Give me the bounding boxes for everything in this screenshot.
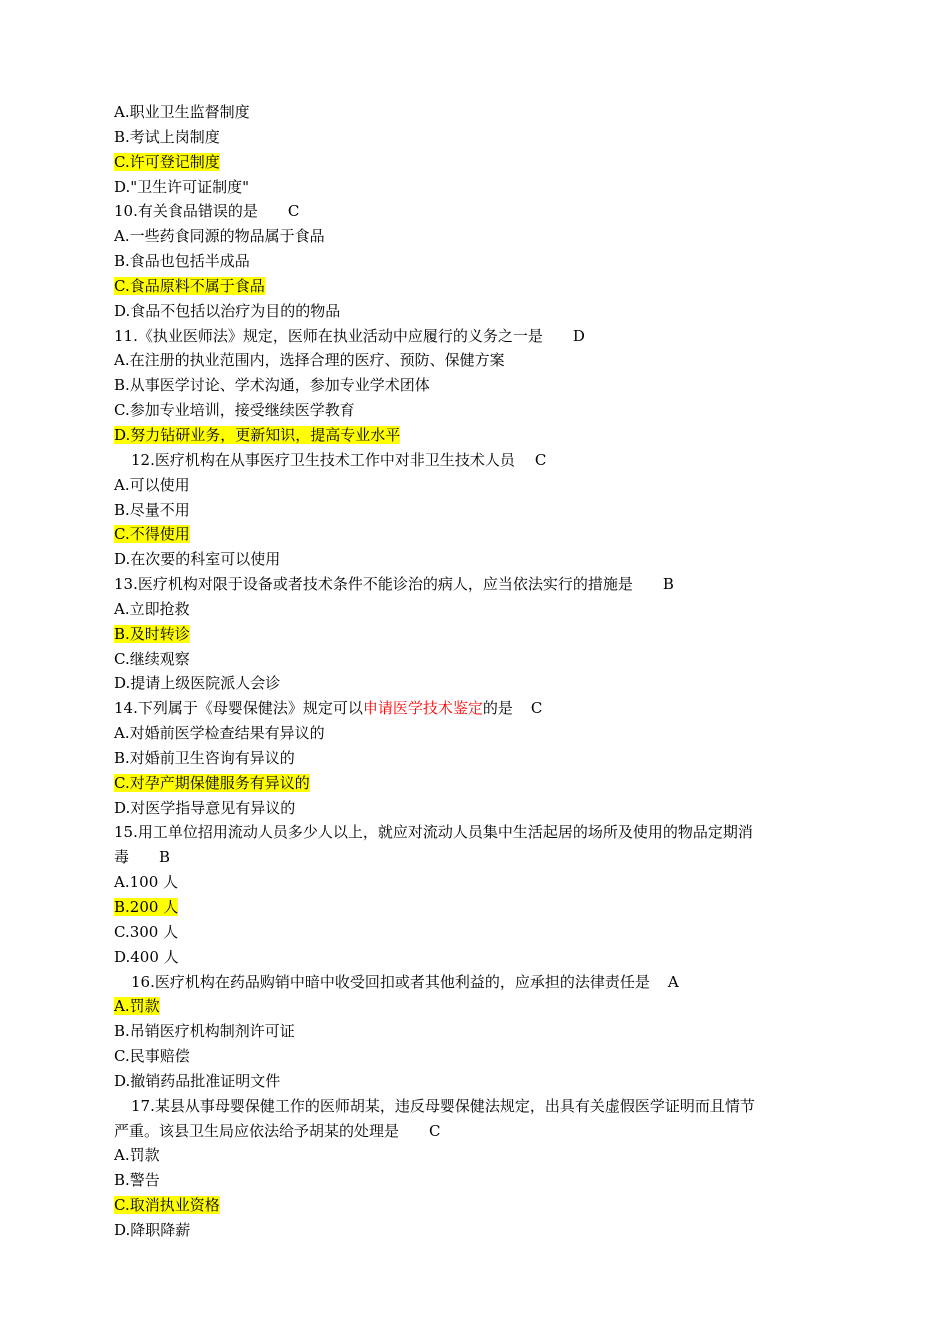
- q10-answer: C: [287, 202, 300, 221]
- q14-option-c: [114, 771, 834, 796]
- q10-option-b: B.食品也包括半成品: [114, 252, 250, 271]
- q14-question: [114, 696, 834, 721]
- q14-option-b: B.对婚前卫生咨询有异议的: [114, 748, 295, 767]
- q13-question: [114, 572, 834, 597]
- q14-option-c-highlighted: C.对孕产期保健服务有异议的: [114, 773, 310, 792]
- q10-option-a: A.一些药食同源的物品属于食品: [114, 227, 325, 246]
- q15-question-line2-text: 毒: [114, 848, 130, 867]
- q13-option-d: D.提请上级医院派人会诊: [114, 674, 281, 693]
- q16-question-text: 16.医疗机构在药品购销中暗中收受回扣或者其他利益的，应承担的法律责任是: [131, 972, 650, 991]
- q17-answer: C: [429, 1121, 441, 1140]
- q11-option-d: [114, 423, 834, 448]
- q11-answer: D: [572, 326, 585, 345]
- q12-answer: C: [534, 450, 547, 469]
- q15-question-line2: [114, 845, 834, 870]
- q11-question: [114, 324, 834, 349]
- q15-answer: B: [159, 848, 171, 867]
- q14-question-emphasis: 申请医学技术鉴定: [362, 699, 483, 718]
- q17-question-line2: [114, 1119, 834, 1144]
- q12-question-text: 12.医疗机构在从事医疗卫生技术工作中对非卫生技术人员: [131, 450, 515, 469]
- q16-question: [114, 970, 834, 995]
- q17-question-line1: 17.某县从事母婴保健工作的医师胡某，违反母婴保健法规定，出具有关虚假医学证明而且情节: [131, 1096, 755, 1115]
- q16-option-a: [114, 994, 834, 1019]
- q16-answer: A: [667, 972, 679, 991]
- q10-option-c: [114, 274, 834, 299]
- q12-option-b: B.尽量不用: [114, 500, 190, 519]
- q9-option-b: B.考试上岗制度: [114, 127, 220, 146]
- document-page: [114, 100, 834, 1243]
- q12-option-c: [114, 522, 834, 547]
- q13-option-c: C.继续观察: [114, 649, 190, 668]
- q11-option-b: B.从事医学讨论、学术沟通，参加专业学术团体: [114, 376, 430, 395]
- q11-option-c: C.参加专业培训，接受继续医学教育: [114, 401, 355, 420]
- q12-option-c-highlighted: C.不得使用: [114, 525, 190, 544]
- q13-option-b: [114, 622, 834, 647]
- q11-option-a: A.在注册的执业范围内，选择合理的医疗、预防、保健方案: [114, 351, 505, 370]
- q15-option-b-highlighted: B.200 人: [114, 898, 179, 916]
- q12-option-a: A.可以使用: [114, 475, 190, 494]
- q10-question: [114, 199, 834, 224]
- q15-option-a: A.100 人: [114, 873, 178, 892]
- q16-option-c: C.民事赔偿: [114, 1047, 190, 1066]
- q14-option-a: A.对婚前医学检查结果有异议的: [114, 724, 325, 743]
- q13-answer: B: [662, 575, 674, 594]
- q16-option-b: B.吊销医疗机构制剂许可证: [114, 1022, 295, 1041]
- q10-option-d: D.食品不包括以治疗为目的的物品: [114, 301, 341, 320]
- q15-option-b: [114, 895, 834, 920]
- q9-option-c: [114, 150, 834, 175]
- q13-option-b-highlighted: B.及时转诊: [114, 624, 190, 643]
- q14-question-post: 的是: [482, 699, 513, 718]
- q9-option-d: D."卫生许可证制度": [114, 177, 250, 196]
- q10-option-c-highlighted: C.食品原料不属于食品: [114, 276, 265, 295]
- q13-option-a: A.立即抢救: [114, 599, 190, 618]
- q17-option-c: [114, 1193, 834, 1218]
- q17-option-d: D.降职降薪: [114, 1220, 191, 1239]
- q17-option-b: B.警告: [114, 1171, 160, 1190]
- q15-question-line1: 15.用工单位招用流动人员多少人以上，就应对流动人员集中生活起居的场所及使用的物品定期消: [114, 823, 753, 842]
- q9-option-a: A.职业卫生监督制度: [114, 103, 250, 121]
- q17-option-a: A.罚款: [114, 1146, 160, 1165]
- q10-question-text: 10.有关食品错误的是: [114, 202, 258, 221]
- q12-question: [114, 448, 834, 473]
- q14-option-d: D.对医学指导意见有异议的: [114, 798, 296, 817]
- q15-option-d: D.400 人: [114, 947, 179, 966]
- q12-option-d: D.在次要的科室可以使用: [114, 550, 281, 569]
- q14-answer: C: [530, 699, 543, 718]
- q15-option-c: C.300 人: [114, 922, 179, 941]
- q17-question-line2-text: 严重。该县卫生局应依法给予胡某的处理是: [114, 1121, 400, 1140]
- q16-option-a-highlighted: A.罚款: [114, 997, 160, 1016]
- q9-option-c-highlighted: C.许可登记制度: [114, 152, 220, 171]
- q13-question-text: 13.医疗机构对限于设备或者技术条件不能诊治的病人，应当依法实行的措施是: [114, 575, 633, 594]
- q11-question-text: 11.《执业医师法》规定，医师在执业活动中应履行的义务之一是: [114, 326, 543, 345]
- q16-option-d: D.撤销药品批准证明文件: [114, 1071, 281, 1090]
- q14-question-pre: 14.下列属于《母婴保健法》规定可以: [114, 699, 363, 718]
- q17-option-c-highlighted: C.取消执业资格: [114, 1196, 220, 1215]
- q11-option-d-highlighted: D.努力钻研业务，更新知识，提高专业水平: [114, 425, 401, 444]
